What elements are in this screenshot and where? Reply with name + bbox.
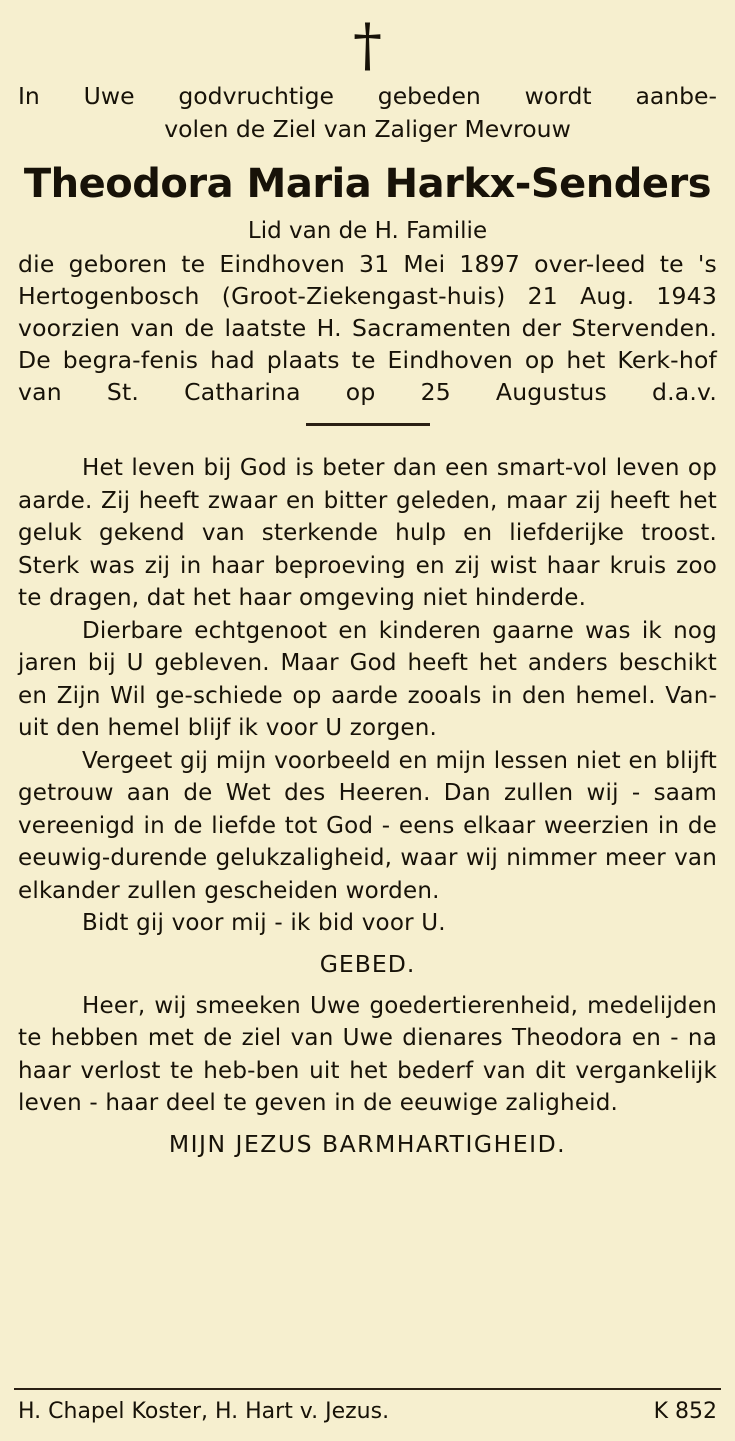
paragraph-3: Vergeet gij mijn voorbeeld en mijn lessen niet en blijft getrouw aan de Wet des Heeren. Dan zullen wij - saam vereenigd in de liefde tot God - eens elkaar weerzien in de eeuwig-durende gelukzaligheid, waar wij nimmer meer van elkander zullen gescheiden worden. (18, 747, 717, 904)
prayer-text: Heer, wij smeeken Uwe goedertierenheid, medelijden te hebben met de ziel van Uwe dienares Theodora en - na haar verlost te heb-ben uit het bederf van dit vergankelijk leven - haar deel te geven in de eeuwige zaligheid. (18, 992, 717, 1116)
closing-invocation: MIJN JEZUS BARMHARTIGHEID. (168, 1129, 567, 1158)
cross-icon: † (353, 11, 382, 79)
divider-rule (306, 423, 430, 426)
intro-line-1: In Uwe godvruchtige gebeden wordt aanbe- (18, 82, 717, 110)
pray-line: Bidt gij voor mij - ik bid voor U. (82, 910, 446, 936)
biography-text: die geboren te Eindhoven 31 Mei 1897 over-leed te 's Hertogenbosch (Groot-Ziekengast-huis) 21 Aug. 1943 voorzien van de laatste H. Sacramenten der Stervenden. De begra-fenis had plaats te Eindhoven op het Kerk-hof van St. Catharina op 25 Augustus d.a.v. (18, 250, 717, 406)
intro-line-2: volen de Ziel van Zaliger Mevrouw (164, 115, 571, 143)
footer-code: K 852 (653, 1399, 717, 1424)
paragraph-1: Het leven bij God is beter dan een smart-vol leven op aarde. Zij heeft zwaar en bitter geleden, maar zij heeft het geluk gekend van sterkende hulp en liefderijke troost. Sterk was zij in haar beproeving en zij wist haar kruis zoo te dragen, dat het haar omgeving niet hinderde. (18, 455, 717, 611)
footer-rule (14, 1388, 721, 1390)
footer (18, 1396, 717, 1428)
footer-printer: H. Chapel Koster, H. Hart v. Jezus. (18, 1399, 390, 1424)
intro-text (18, 80, 717, 146)
paragraph-2: Dierbare echtgenoot en kinderen gaarne was ik nog jaren bij U gebleven. Maar God heeft het anders beschikt en Zijn Wil ge-schiede op aarde zooals in den hemel. Van-uit den hemel blijf ik voor U zorgen. (18, 617, 717, 741)
membership-line: Lid van de H. Familie (247, 218, 488, 244)
deceased-name: Theodora Maria Harkx-Senders (23, 161, 712, 207)
prayer-heading: GEBED. (319, 949, 416, 978)
